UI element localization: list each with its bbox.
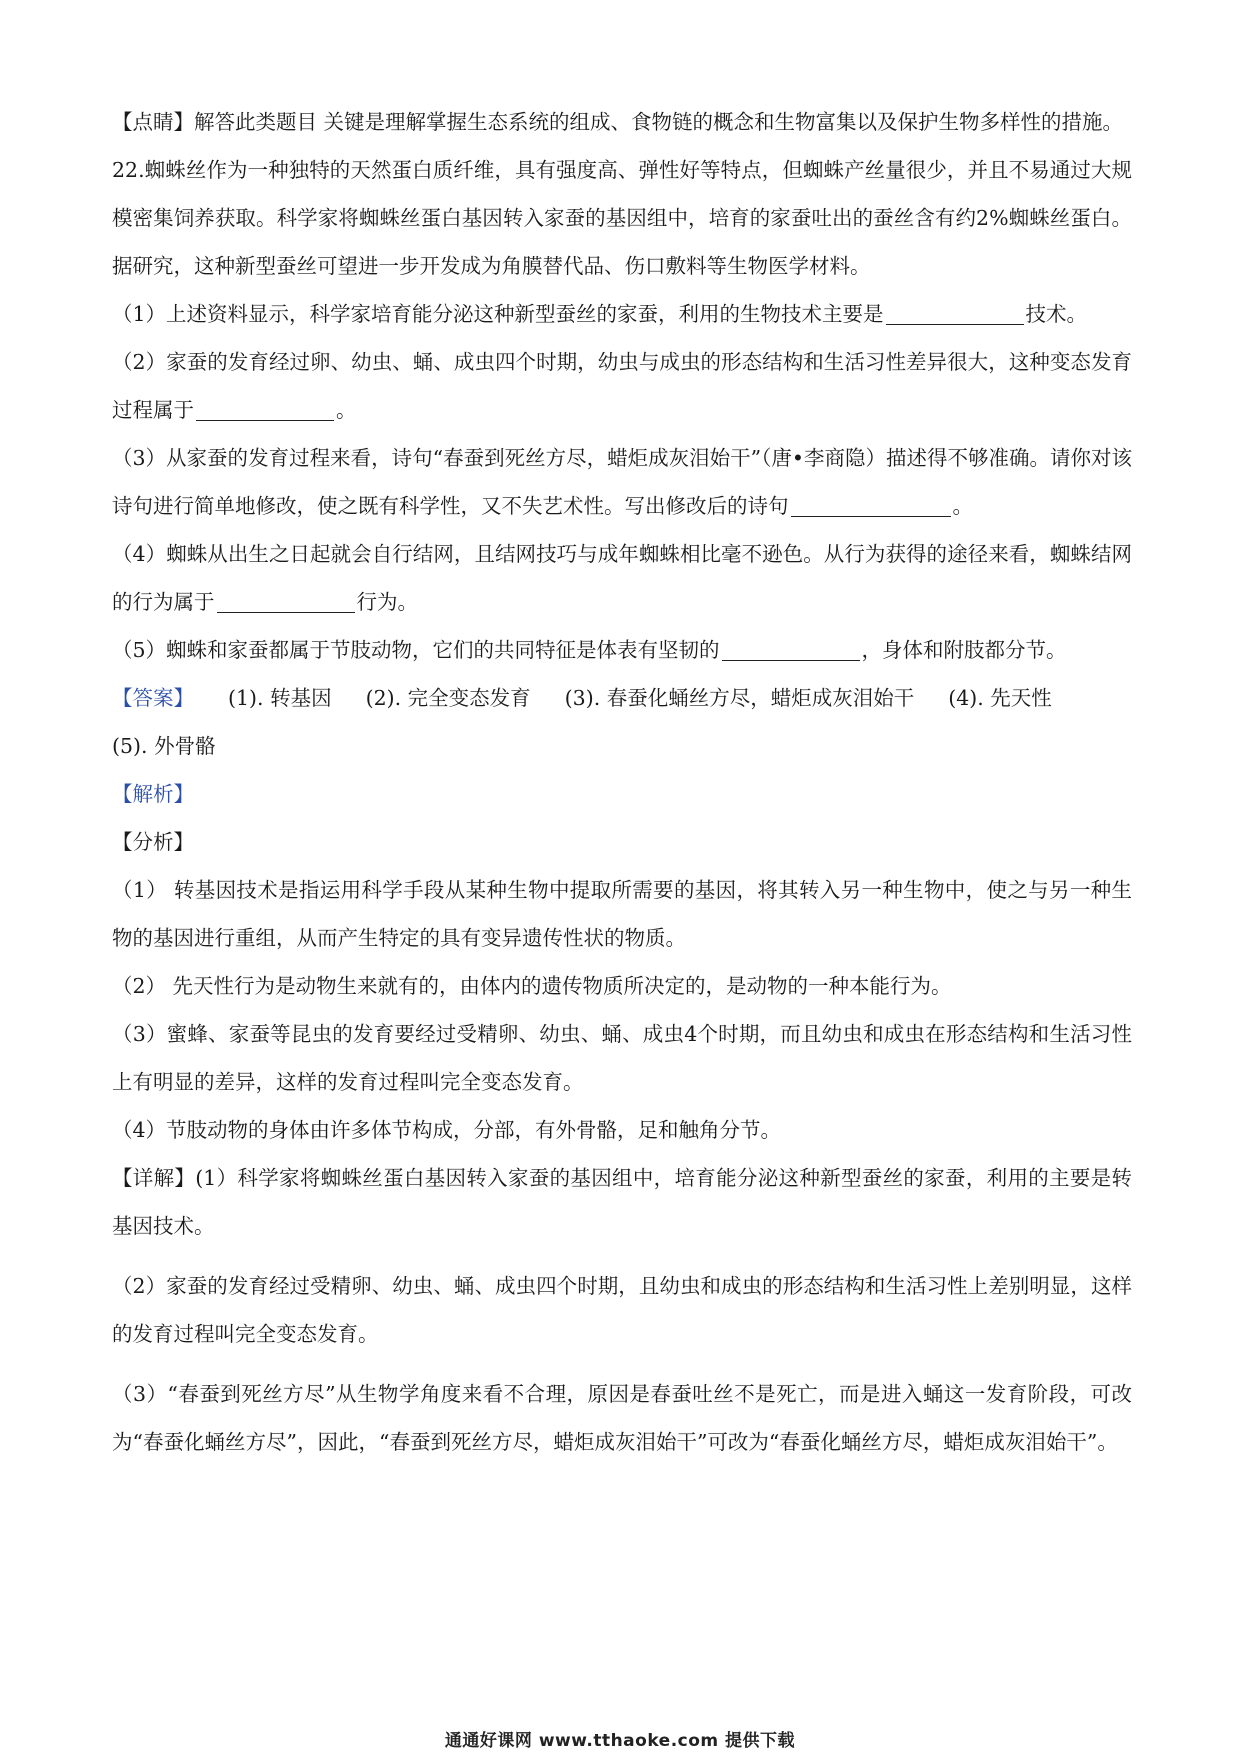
question-part-4: （4）蜘蛛从出生之日起就会自行结网，且结网技巧与成年蜘蛛相比毫不逊色。从行为获得的途径来看，蜘蛛结网的行为属于 行为。: [112, 542, 1132, 614]
xiangjie-tag: 【详解】: [112, 1166, 196, 1190]
xiangjie-paragraph-2: （2）家蚕的发育经过受精卵、幼虫、蛹、成虫四个时期，且幼虫和成虫的形态结构和生活习性上差别明显，这样的发育过程叫完全变态发育。: [112, 1274, 1132, 1346]
answer-item-4: (4). 先天性: [948, 686, 1052, 710]
fenxi-heading: 【分析】: [112, 830, 194, 854]
question-part-3: （3）从家蚕的发育过程来看，诗句“春蚕到死丝方尽，蜡炬成灰泪始干”（唐•李商隐）描述得不够准确。请你对该诗句进行简单地修改，使之既有科学性，又不失艺术性。写出修改后的诗句 。: [112, 446, 1132, 518]
dianjing-text: 解答此类题目 关键是理解掌握生态系统的组成、食物链的概念和生物富集以及保护生物多样性的措施。: [194, 110, 1124, 134]
fenxi-paragraph-4: （4）节肢动物的身体由许多体节构成，分部，有外骨骼，足和触角分节。: [112, 1118, 782, 1142]
answer-blank-3[interactable]: [791, 494, 951, 517]
answer-blank-4[interactable]: [217, 590, 355, 613]
fenxi-paragraph-2: （2） 先天性行为是动物生来就有的，由体内的遗传物质所决定的，是动物的一种本能行为。: [112, 974, 952, 998]
answer-tag: 【答案】: [112, 686, 194, 710]
answer-blank-2[interactable]: [196, 398, 334, 421]
xiangjie-paragraph-1: 【详解】(1）科学家将蜘蛛丝蛋白基因转入家蚕的基因组中，培育能分泌这种新型蚕丝的家蚕，利用的主要是转基因技术。: [112, 1166, 1132, 1238]
question-part-5: （5）蜘蛛和家蚕都属于节肢动物，它们的共同特征是体表有坚韧的 ，身体和附肢都分节。: [112, 638, 1067, 662]
answer-paragraph: [112, 674, 1132, 770]
document-content: [112, 98, 1132, 1466]
answer-item-3: (3). 春蚕化蛹丝方尽，蜡炬成灰泪始干: [564, 686, 915, 710]
fenxi-paragraph-3: （3）蜜蜂、家蚕等昆虫的发育要经过受精卵、幼虫、蛹、成虫4个时期，而且幼虫和成虫在形态结构和生活习性上有明显的差异，这样的发育过程叫完全变态发育。: [112, 1022, 1132, 1094]
answer-blank-1[interactable]: [886, 302, 1024, 325]
xiangjie-paragraph-3: （3）“春蚕到死丝方尽”从生物学角度来看不合理，原因是春蚕吐丝不是死亡，而是进入蛹这一发育阶段，可改为“春蚕化蛹丝方尽”，因此，“春蚕到死丝方尽，蜡炬成灰泪始干”可改为“春蚕化蛹丝方尽，蜡炬成灰泪始干”。: [112, 1382, 1132, 1454]
dianjing-tag: 【点睛】: [112, 110, 194, 134]
question-part-2: （2）家蚕的发育经过卵、幼虫、蛹、成虫四个时期，幼虫与成虫的形态结构和生活习性差异很大，这种变态发育过程属于 。: [112, 350, 1132, 422]
dianjing-paragraph: [112, 98, 1132, 146]
answer-blank-5[interactable]: [722, 638, 860, 661]
jiexi-heading: 【解析】: [112, 782, 194, 806]
question-stem: 22.蜘蛛丝作为一种独特的天然蛋白质纤维，具有强度高、弹性好等特点，但蜘蛛产丝量很少，并且不易通过大规模密集饲养获取。科学家将蜘蛛丝蛋白基因转入家蚕的基因组中，培育的家蚕吐出的蚕丝含有约2%蜘蛛丝蛋白。据研究，这种新型蚕丝可望进一步开发成为角膜替代品、伤口敷料等生物医学材料。: [112, 158, 1132, 278]
answer-item-5: (5). 外骨骼: [112, 734, 216, 758]
page-footer: 通通好课网 www.tthaoke.com 提供下载: [444, 1731, 796, 1751]
question-part-1: （1）上述资料显示，科学家培育能分泌这种新型蚕丝的家蚕，利用的生物技术主要是 技术。: [112, 302, 1088, 326]
answer-item-2: (2). 完全变态发育: [365, 686, 531, 710]
fenxi-paragraph-1: （1） 转基因技术是指运用科学手段从某种生物中提取所需要的基因，将其转入另一种生物中，使之与另一种生物的基因进行重组，从而产生特定的具有变异遗传性状的物质。: [112, 878, 1132, 950]
answer-item-1: (1). 转基因: [228, 686, 332, 710]
